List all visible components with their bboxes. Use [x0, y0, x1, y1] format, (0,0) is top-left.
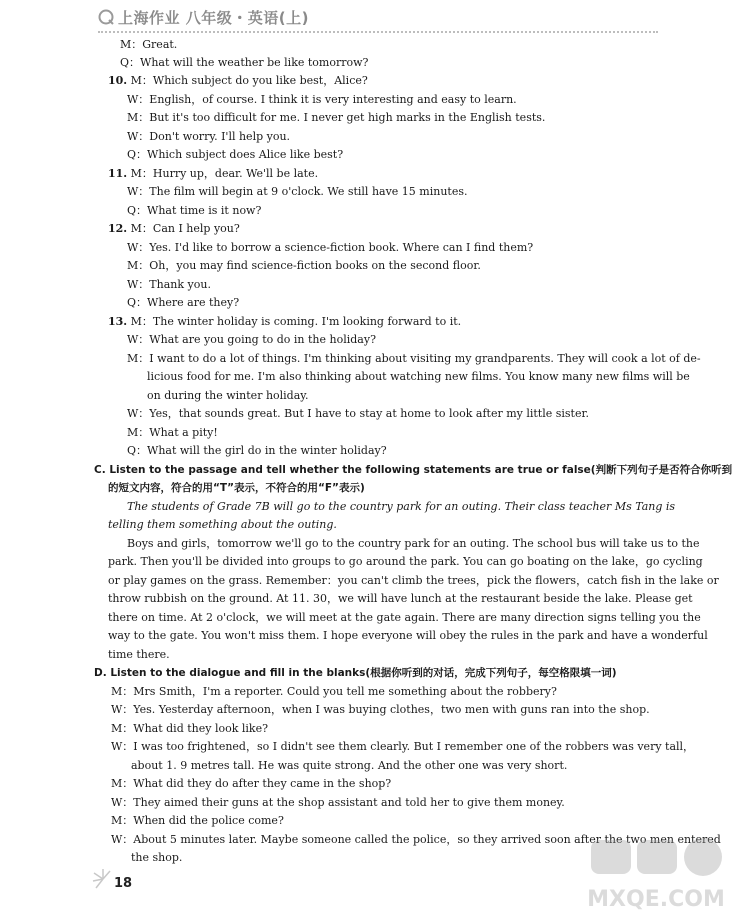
line-text: way to the gate. You won't miss them. I hope everyone will obey the rules in the park and have a wonderful [108, 629, 708, 642]
line-text: W：They aimed their guns at the shop assistant and told her to give them money. [111, 796, 565, 809]
question-number: 12. [108, 222, 128, 235]
line-text: M：Which subject do you like best，Alice? [127, 74, 368, 87]
line-text: D. Listen to the dialogue and fill in the blanks(根据你听到的对话，完成下列句子，每空格限填一词) [94, 667, 617, 679]
line-text: throw rubbish on the ground. At 11. 30，we will have lunch at the restaurant beside the lake. Please get [108, 592, 693, 605]
text-line [127, 185, 468, 199]
line-text: C. Listen to the passage and tell whether the following statements are true or false(判断下列句子是否符合你听到 [94, 464, 733, 476]
line-text: or play games on the grass. Remember：you can't climb the trees，pick the flowers，catch fish in the lake or [108, 574, 719, 587]
section-heading [108, 481, 365, 495]
line-text: W：Yes. I'd like to borrow a science-fiction book. Where can I find them? [127, 241, 534, 254]
line-text: M：Can I help you? [127, 222, 240, 235]
header-divider [98, 31, 658, 33]
line-text: park. Then you'll be divided into groups to go around the park. You can go boating on the lake，go cycling [108, 555, 703, 568]
text-line [147, 389, 309, 403]
text-line [108, 611, 701, 625]
line-text: M：Oh，you may find science-fiction books on the second floor. [127, 259, 481, 272]
text-line [131, 759, 567, 773]
line-text: W：Thank you. [127, 278, 211, 291]
page-number-decoration-icon [92, 868, 114, 890]
text-line [127, 130, 290, 144]
text-line [127, 93, 517, 107]
line-text: time there. [108, 648, 170, 661]
line-text: The students of Grade 7B will go to the country park for an outing. Their class teacher Ms Tang is [127, 500, 676, 513]
line-text: Q：What will the weather be like tomorrow? [120, 56, 369, 69]
line-text: W：What are you going to do in the holiday? [127, 333, 376, 346]
text-line [120, 38, 177, 52]
line-text: M：When did the police come? [111, 814, 284, 827]
line-text: M：What a pity! [127, 426, 218, 439]
text-line [108, 648, 170, 662]
line-text: M：What did they do after they came in the shop? [111, 777, 392, 790]
text-line [127, 259, 481, 273]
line-text: Q：Where are they? [127, 296, 240, 309]
text-line [108, 74, 368, 88]
text-line [108, 222, 240, 236]
text-line [127, 333, 376, 347]
text-line [131, 851, 182, 865]
line-text: W：About 5 minutes later. Maybe someone called the police，so they arrived soon after the two men entered [111, 833, 721, 846]
svg-text:MXQE.COM: MXQE.COM [587, 887, 725, 912]
line-text: the shop. [131, 851, 183, 864]
page-number: 18 [114, 876, 133, 891]
line-text: W：I was too frightened，so I didn't see them clearly. But I remember one of the robbers was very tall， [111, 740, 695, 753]
line-text: licious food for me. I'm also thinking about watching new films. You know many new films will be [147, 370, 690, 383]
text-line [108, 518, 337, 532]
text-line [127, 296, 239, 310]
text-line [111, 796, 565, 810]
page-header [0, 0, 749, 34]
text-line [127, 241, 533, 255]
section-heading [94, 463, 732, 477]
text-line [127, 352, 701, 366]
line-text: M：Hurry up，dear. We'll be late. [127, 167, 319, 180]
text-line [127, 148, 343, 162]
text-line [147, 370, 690, 384]
line-text: M：What did they look like? [111, 722, 268, 735]
line-text: on during the winter holiday. [147, 389, 309, 402]
text-line [111, 814, 284, 828]
line-text: about 1. 9 metres tall. He was quite strong. And the other one was very short. [131, 759, 568, 772]
line-text: W：English，of course. I think it is very interesting and easy to learn. [127, 93, 517, 106]
line-text: M：Mrs Smith，I'm a reporter. Could you tell me something about the robbery? [111, 685, 557, 698]
text-line [108, 167, 318, 181]
text-line [127, 426, 218, 440]
watermark-logo [571, 834, 741, 914]
logo-icon [98, 9, 114, 25]
text-line [127, 500, 675, 514]
text-line [127, 444, 387, 458]
line-text: Q：Which subject does Alice like best? [127, 148, 344, 161]
text-line [127, 407, 589, 421]
text-line [120, 56, 368, 70]
line-text: Q：What time is it now? [127, 204, 262, 217]
text-line [127, 111, 545, 125]
line-text: there on time. At 2 o'clock，we will meet at the gate again. There are many direction signs telling you the [108, 611, 701, 624]
text-line [111, 740, 694, 754]
line-text: W：Yes，that sounds great. But I have to stay at home to look after my little sister. [127, 407, 590, 420]
line-text: W：Yes. Yesterday afternoon，when I was buying clothes，two men with guns ran into the shop. [111, 703, 650, 716]
line-text: M：I want to do a lot of things. I'm thinking about visiting my grandparents. They will cook a lot of de- [127, 352, 701, 365]
text-line [111, 722, 268, 736]
line-text: M：Great. [120, 38, 178, 51]
line-text: M：But it's too difficult for me. I never get high marks in the English tests. [127, 111, 546, 124]
text-line [127, 278, 211, 292]
text-line [108, 315, 461, 329]
line-text: telling them something about the outing. [108, 518, 337, 531]
text-line [108, 574, 719, 588]
line-text: Boys and girls，tomorrow we'll go to the country park for an outing. The school bus will take us to the [127, 537, 700, 550]
text-line [127, 204, 261, 218]
line-text: M：The winter holiday is coming. I'm looking forward to it. [127, 315, 462, 328]
section-heading [94, 666, 617, 680]
line-text: Q：What will the girl do in the winter holiday? [127, 444, 387, 457]
header-title: 上海作业 八年级・英语(上) [118, 9, 309, 27]
text-line [111, 777, 391, 791]
text-line [127, 537, 700, 551]
question-number: 11. [108, 167, 128, 180]
text-line [108, 555, 703, 569]
line-text: W：The film will begin at 9 o'clock. We still have 15 minutes. [127, 185, 468, 198]
line-text: 的短文内容，符合的用“T”表示，不符合的用“F”表示) [108, 482, 365, 494]
question-number: 10. [108, 74, 128, 87]
line-text: W：Don't worry. I'll help you. [127, 130, 291, 143]
text-line [108, 592, 693, 606]
text-line [111, 703, 650, 717]
text-line [111, 685, 557, 699]
question-number: 13. [108, 315, 128, 328]
text-line [108, 629, 708, 643]
